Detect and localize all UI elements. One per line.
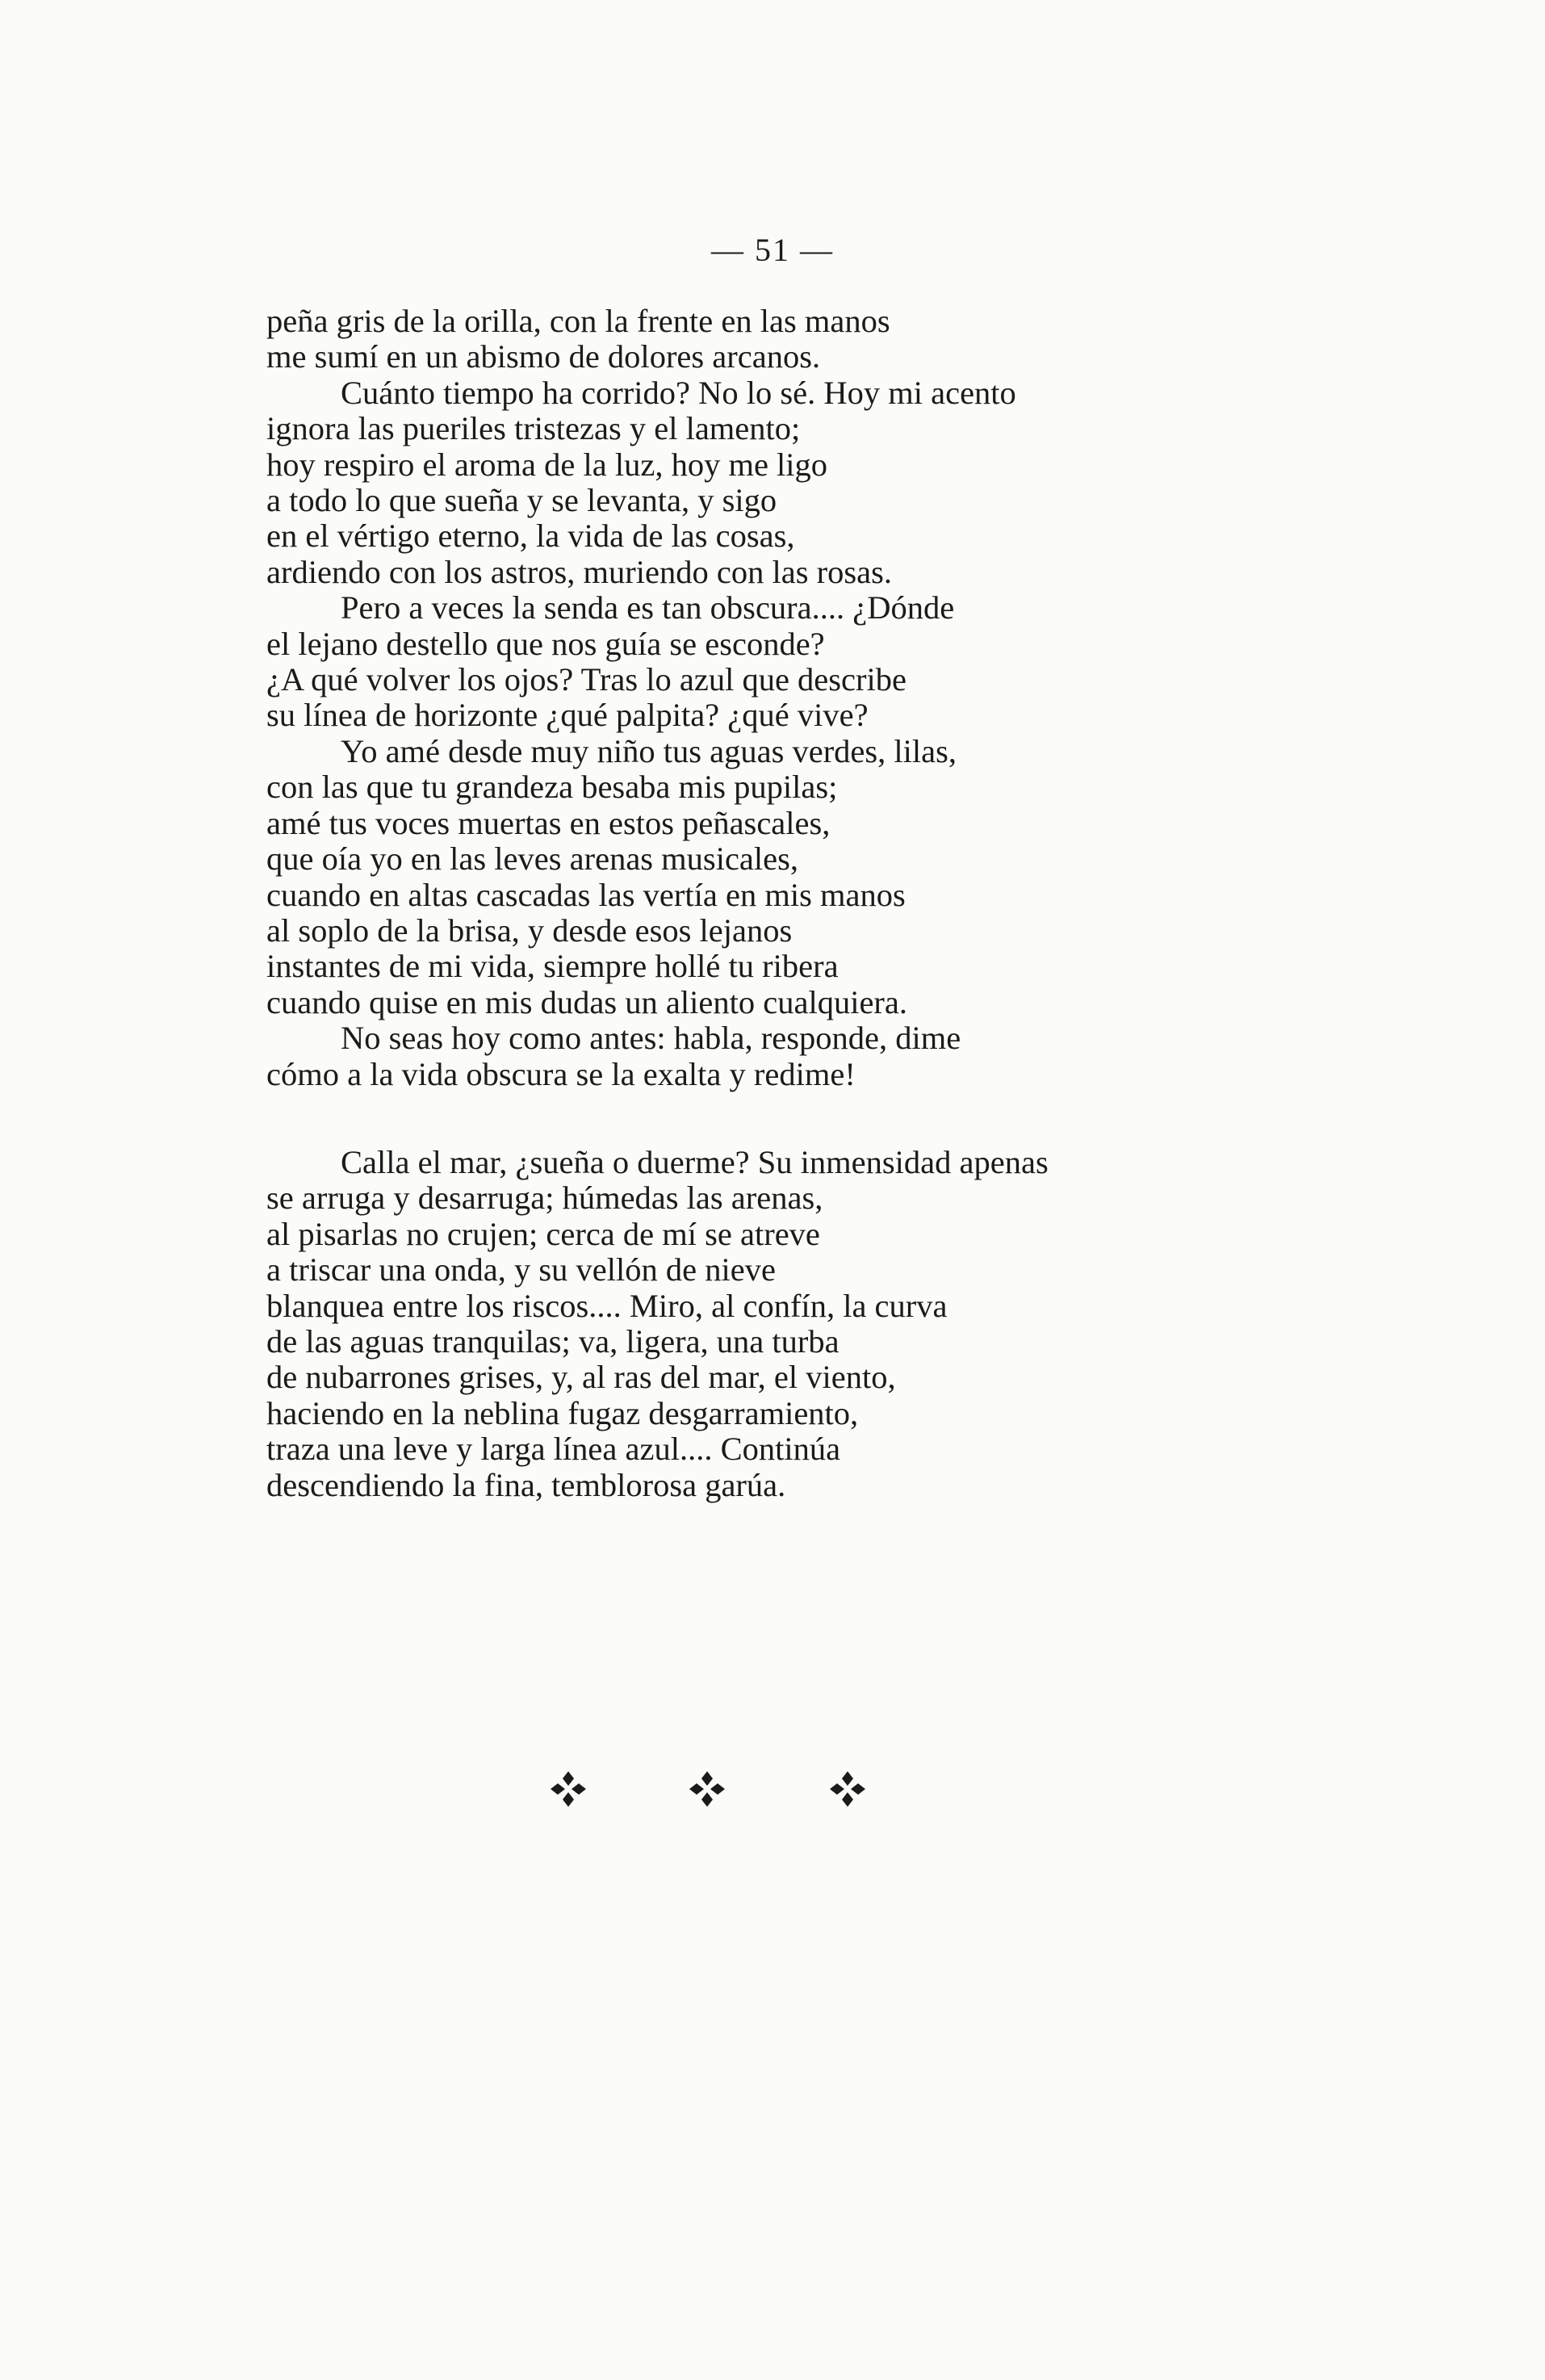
poem-line: al soplo de la brisa, y desde esos lejanos (266, 911, 793, 949)
four-diamond-ornament-icon (828, 1770, 867, 1808)
poem-line: No seas hoy como antes: habla, responde, dime (341, 1020, 961, 1057)
poem-line: Cuánto tiempo ha corrido? No lo sé. Hoy mi acento (341, 374, 1016, 411)
four-diamond-ornament-icon (688, 1770, 726, 1808)
poem-line: ardiendo con los astros, muriendo con las rosas. (266, 553, 892, 590)
poem-line: el lejano destello que nos guía se esconde? (266, 625, 825, 662)
poem-line: a todo lo que sueña y se levanta, y sigo (266, 482, 777, 519)
four-diamond-ornament-icon (549, 1770, 588, 1808)
poem-line: que oía yo en las leves arenas musicales, (266, 840, 799, 878)
poem-line: amé tus voces muertas en estos peñascales, (266, 804, 831, 841)
poem-line: ignora las pueriles tristezas y el lamento; (266, 410, 801, 447)
poem-line: cómo a la vida obscura se la exalta y redime! (266, 1055, 856, 1092)
poem-line: a triscar una onda, y su vellón de nieve (266, 1251, 776, 1288)
poem-line: instantes de mi vida, siempre hollé tu ribera (266, 948, 839, 985)
poem-line: me sumí en un abismo de dolores arcanos. (266, 338, 821, 375)
poem-line: se arruga y desarruga; húmedas las arenas, (266, 1180, 823, 1217)
poem-line: haciendo en la neblina fugaz desgarramiento, (266, 1394, 859, 1431)
poem-line: Pero a veces la senda es tan obscura.... ¿Dónde (341, 589, 955, 626)
ornament-divider (0, 1770, 1545, 1818)
poem-line: con las que tu grandeza besaba mis pupilas; (266, 769, 838, 806)
poem-line: al pisarlas no crujen; cerca de mí se atreve (266, 1215, 820, 1252)
poem-line: descendiendo la fina, temblorosa garúa. (266, 1466, 786, 1503)
poem-line: traza una leve y larga línea azul.... Continúa (266, 1431, 841, 1468)
poem-line: Yo amé desde muy niño tus aguas verdes, lilas, (341, 732, 957, 769)
poem-line: su línea de horizonte ¿qué palpita? ¿qué vive? (266, 697, 869, 734)
poem-line: de las aguas tranquilas; va, ligera, una turba (266, 1323, 839, 1360)
poem-line: de nubarrones grises, y, al ras del mar, el viento, (266, 1359, 896, 1396)
poem-stanza-1 (266, 304, 1283, 1092)
poem-line: en el vértigo eterno, la vida de las cosas, (266, 517, 795, 555)
page-number: — 51 — (711, 232, 834, 268)
poem-line: cuando quise en mis dudas un aliento cualquiera. (266, 983, 908, 1020)
poem-line: cuando en altas cascadas las vertía en mis manos (266, 876, 906, 913)
poem-line: peña gris de la orilla, con la frente en las manos (266, 303, 890, 339)
poem-line: ¿A qué volver los ojos? Tras lo azul que describe (266, 661, 906, 698)
poem-stanza-2 (266, 1145, 1283, 1503)
poem-line: hoy respiro el aroma de la luz, hoy me ligo (266, 446, 828, 483)
poem-line: blanquea entre los riscos.... Miro, al confín, la curva (266, 1287, 948, 1324)
poem-line: Calla el mar, ¿sueña o duerme? Su inmensidad apenas (341, 1144, 1049, 1180)
